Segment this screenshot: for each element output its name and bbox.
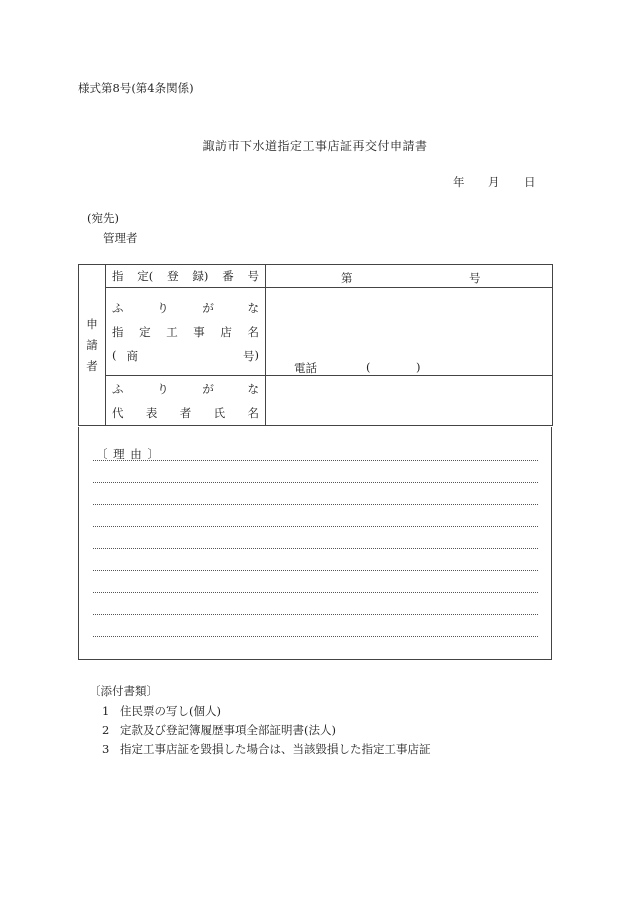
registration-number-field[interactable]: 第 号 <box>266 265 553 288</box>
reason-line <box>93 482 538 483</box>
representative-name-field[interactable] <box>266 376 553 426</box>
reason-line <box>93 592 538 593</box>
reason-line <box>93 504 538 505</box>
reason-label: 〔 理 由 〕 <box>96 447 160 461</box>
phone-open-paren: ( <box>366 360 371 374</box>
reason-line <box>93 614 538 615</box>
phone-label: 電話 <box>294 361 317 375</box>
phone-close-paren: ) <box>416 360 421 374</box>
form-number: 様式第8号(第4条関係) <box>78 81 194 95</box>
reason-box[interactable] <box>78 427 552 660</box>
registration-row <box>79 265 553 288</box>
applicant-table <box>78 264 553 426</box>
shop-name-row <box>79 288 553 376</box>
representative-label: ふ り が な 代 表 者 氏 名 <box>106 376 266 426</box>
reason-line <box>93 548 538 549</box>
attachment-item: 1 住民票の写し(個人) <box>102 704 221 718</box>
recipient-name: 管理者 <box>103 231 138 245</box>
attachment-item: 2 定款及び登記簿履歴事項全部証明書(法人) <box>102 723 336 737</box>
shop-name-label: ふ り が な 指 定 工 事 店 名 ( 商 号 ) <box>106 288 266 376</box>
reason-line <box>93 636 538 637</box>
attachments-title: 〔添付書類〕 <box>89 684 158 698</box>
representative-row <box>79 376 553 426</box>
registration-number-label: 指 定( 登 録) 番 号 <box>106 265 266 288</box>
addressee-label: (宛先) <box>87 211 119 225</box>
shop-name-field[interactable] <box>266 288 553 376</box>
document-title: 諏訪市下水道指定工事店証再交付申請書 <box>202 139 428 153</box>
date-day-label: 日 <box>524 175 536 189</box>
reason-line <box>93 460 538 461</box>
reason-line <box>93 570 538 571</box>
applicant-side-label: 申 請 者 <box>79 265 106 426</box>
date-year-label: 年 <box>453 175 465 189</box>
reason-line <box>93 526 538 527</box>
date-month-label: 月 <box>488 175 500 189</box>
attachment-item: 3 指定工事店証を毀損した場合は、当該毀損した指定工事店証 <box>102 742 431 756</box>
